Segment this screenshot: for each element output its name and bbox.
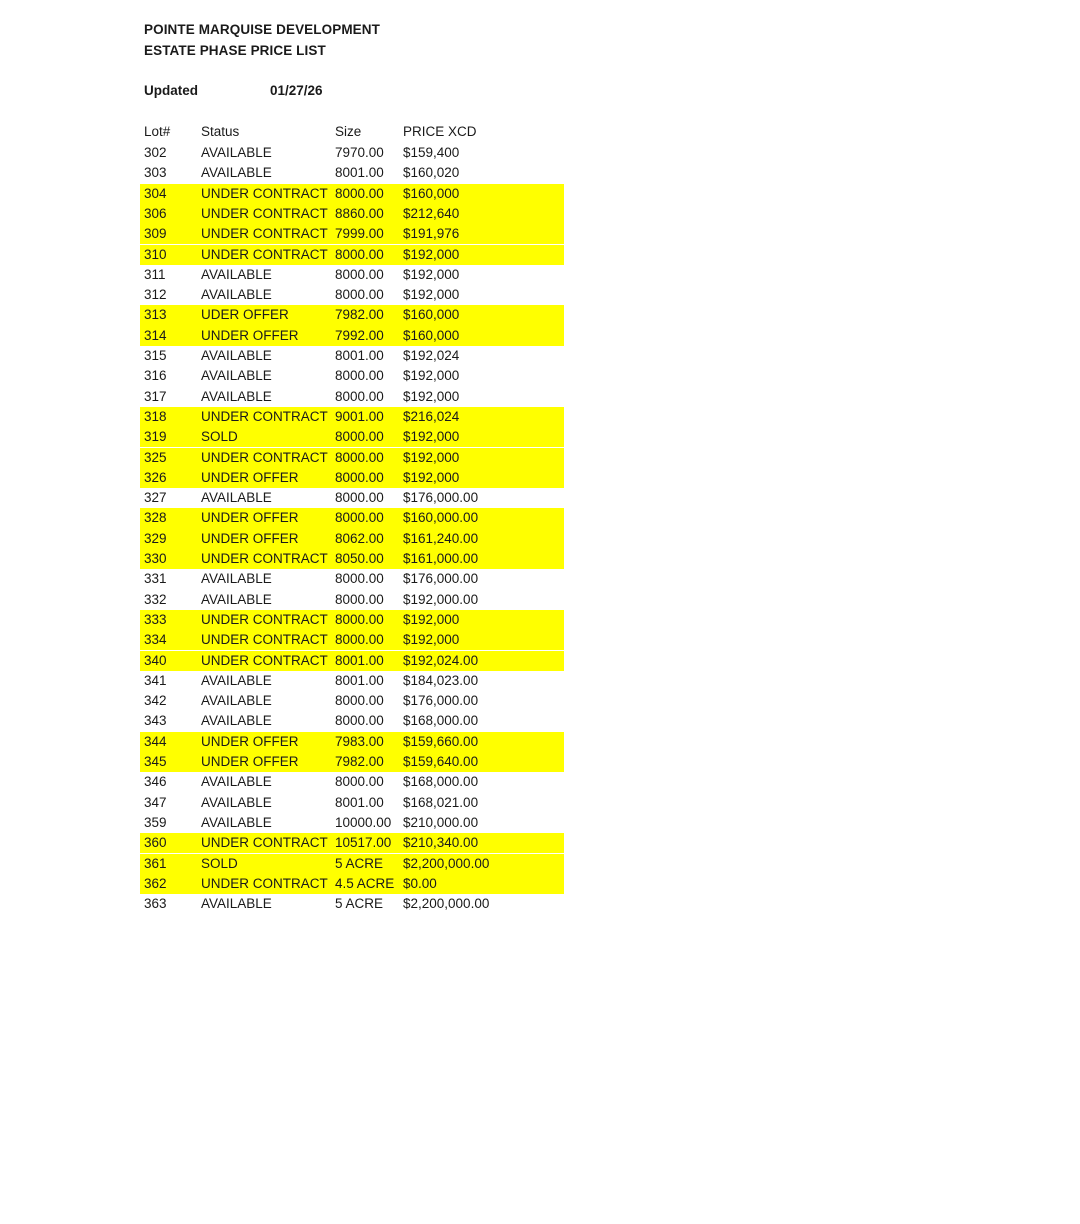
cell-status: UNDER OFFER [201,469,299,485]
cell-status: SOLD [201,429,238,445]
table-row [0,326,1080,346]
cell-price: $216,024 [403,408,460,424]
document-title: POINTE MARQUISE DEVELOPMENT [144,22,380,37]
cell-size: 7983.00 [335,733,384,749]
cell-status: UNDER OFFER [201,754,299,769]
table-row [0,569,1080,589]
cell-status: UDER OFFER [201,307,289,323]
cell-lot: 341 [144,672,167,688]
cell-lot: 347 [144,794,167,810]
cell-lot: 327 [144,490,167,506]
cell-price: $192,000 [403,368,460,384]
cell-size: 8000.00 [335,611,384,627]
cell-status: AVAILABLE [201,266,272,282]
cell-size: 8000.00 [335,774,384,790]
cell-status: AVAILABLE [201,388,272,404]
table-row [0,346,1080,366]
cell-price: $160,000 [403,327,460,343]
cell-size: 4.5 ACRE [335,875,395,891]
cell-lot: 340 [144,652,167,668]
cell-lot: 361 [144,855,167,871]
cell-status: UNDER CONTRACT [201,185,328,201]
table-row [0,407,1080,427]
cell-lot: 316 [144,368,167,384]
cell-lot: 325 [144,449,167,465]
cell-size: 8000.00 [335,266,384,282]
cell-price: $192,024.00 [403,652,479,668]
cell-size: 8062.00 [335,530,384,546]
table-row [0,854,1080,874]
cell-lot: 332 [144,591,167,607]
header-size: Size [335,124,362,139]
updated-label: Updated [144,83,198,98]
cell-price: $160,000 [403,185,460,201]
table-row [0,874,1080,894]
cell-size: 5 ACRE [335,896,384,912]
table-row [0,366,1080,386]
cell-size: 7982.00 [335,307,384,323]
cell-status: AVAILABLE [201,896,272,912]
document-subtitle: ESTATE PHASE PRICE LIST [144,43,326,58]
cell-size: 8000.00 [335,693,384,709]
cell-price: $160,020 [403,165,460,181]
table-row [0,143,1080,163]
cell-price: $192,000 [403,388,460,404]
cell-status: AVAILABLE [201,145,272,160]
table-row [0,833,1080,853]
table-row [0,529,1080,549]
table-row [0,204,1080,224]
cell-lot: 334 [144,632,167,648]
cell-lot: 303 [144,165,167,181]
cell-lot: 330 [144,551,167,566]
cell-lot: 343 [144,713,167,729]
table-row [0,813,1080,833]
cell-lot: 310 [144,246,167,262]
cell-price: $176,000.00 [403,693,479,709]
cell-size: 8000.00 [335,632,384,648]
cell-price: $192,000 [403,429,460,445]
cell-lot: 346 [144,774,167,790]
cell-status: UNDER OFFER [201,733,299,749]
cell-price: $184,023.00 [403,672,479,688]
cell-price: $192,000.00 [403,591,479,607]
table-row [0,772,1080,792]
cell-lot: 317 [144,388,167,404]
cell-lot: 318 [144,408,167,424]
table-row [0,285,1080,305]
cell-lot: 302 [144,145,167,160]
cell-status: AVAILABLE [201,287,272,303]
cell-price: $159,640.00 [403,754,479,769]
cell-status: SOLD [201,855,238,871]
table-row [0,163,1080,183]
cell-lot: 313 [144,307,167,323]
cell-lot: 314 [144,327,167,343]
cell-price: $210,340.00 [403,835,479,851]
cell-lot: 312 [144,287,167,303]
cell-status: AVAILABLE [201,348,272,363]
cell-lot: 360 [144,835,167,851]
table-row [0,305,1080,325]
cell-status: UNDER CONTRACT [201,205,328,221]
cell-size: 8000.00 [335,469,384,485]
table-row [0,245,1080,265]
cell-price: $192,000 [403,287,460,303]
cell-status: UNDER CONTRACT [201,246,328,262]
cell-price: $176,000.00 [403,571,479,587]
cell-status: UNDER OFFER [201,510,299,526]
cell-lot: 311 [144,266,166,282]
table-row [0,793,1080,813]
cell-size: 7999.00 [335,226,384,242]
cell-price: $168,021.00 [403,794,479,810]
cell-size: 8001.00 [335,672,384,688]
cell-price: $192,000 [403,246,460,262]
cell-status: UNDER CONTRACT [201,611,328,627]
cell-size: 8000.00 [335,246,384,262]
cell-price: $0.00 [403,875,437,891]
cell-lot: 306 [144,205,167,221]
table-row [0,184,1080,204]
cell-price: $192,000 [403,449,460,465]
cell-size: 8000.00 [335,510,384,526]
header-price: PRICE XCD [403,124,477,139]
cell-size: 8860.00 [335,205,384,221]
cell-lot: 363 [144,896,167,912]
cell-size: 8000.00 [335,449,384,465]
cell-price: $2,200,000.00 [403,896,490,912]
cell-size: 8000.00 [335,591,384,607]
cell-lot: 333 [144,611,167,627]
cell-size: 7970.00 [335,145,384,160]
cell-lot: 328 [144,510,167,526]
cell-size: 8000.00 [335,287,384,303]
cell-lot: 304 [144,185,167,201]
cell-price: $191,976 [403,226,460,242]
header-lot: Lot# [144,124,171,139]
cell-price: $210,000.00 [403,814,479,830]
cell-size: 8000.00 [335,571,384,587]
cell-status: UNDER CONTRACT [201,875,328,891]
cell-lot: 326 [144,469,167,485]
cell-size: 8050.00 [335,551,384,566]
cell-price: $192,000 [403,611,460,627]
table-row [0,590,1080,610]
table-row [0,732,1080,752]
table-row [0,224,1080,244]
table-row [0,711,1080,731]
cell-price: $192,000 [403,632,460,648]
cell-size: 8000.00 [335,185,384,201]
cell-status: UNDER CONTRACT [201,652,328,668]
cell-price: $159,400 [403,145,460,160]
cell-price: $159,660.00 [403,733,479,749]
cell-status: AVAILABLE [201,672,272,688]
cell-status: AVAILABLE [201,165,272,181]
cell-status: UNDER CONTRACT [201,408,328,424]
cell-price: $161,000.00 [403,551,479,566]
table-row [0,630,1080,650]
cell-size: 9001.00 [335,408,384,424]
cell-status: AVAILABLE [201,693,272,709]
cell-size: 8000.00 [335,429,384,445]
cell-size: 7992.00 [335,327,384,343]
table-row [0,894,1080,914]
cell-size: 8001.00 [335,348,384,363]
cell-price: $168,000.00 [403,774,479,790]
table-row [0,387,1080,407]
cell-status: AVAILABLE [201,490,272,506]
updated-date: 01/27/26 [270,83,323,98]
cell-size: 8001.00 [335,794,384,810]
header-status: Status [201,124,240,139]
table-row [0,651,1080,671]
cell-size: 10517.00 [335,835,392,851]
cell-size: 10000.00 [335,814,392,830]
cell-lot: 359 [144,814,167,830]
cell-price: $192,024 [403,348,460,363]
cell-price: $160,000.00 [403,510,479,526]
cell-status: AVAILABLE [201,794,272,810]
cell-size: 8001.00 [335,165,384,181]
cell-size: 8000.00 [335,490,384,506]
cell-size: 8000.00 [335,368,384,384]
cell-lot: 309 [144,226,167,242]
table-row [0,427,1080,447]
cell-status: UNDER OFFER [201,530,299,546]
cell-status: UNDER CONTRACT [201,226,328,242]
cell-status: AVAILABLE [201,814,272,830]
cell-lot: 342 [144,693,167,709]
cell-price: $161,240.00 [403,530,479,546]
cell-price: $192,000 [403,266,460,282]
table-row [0,448,1080,468]
table-row [0,691,1080,711]
cell-lot: 362 [144,875,167,891]
cell-lot: 315 [144,348,167,363]
cell-price: $192,000 [403,469,460,485]
cell-status: UNDER CONTRACT [201,632,328,648]
cell-size: 7982.00 [335,754,384,769]
table-row [0,752,1080,772]
cell-status: UNDER CONTRACT [201,835,328,851]
cell-lot: 319 [144,429,167,445]
table-row [0,265,1080,285]
cell-size: 8000.00 [335,388,384,404]
table-row [0,549,1080,569]
cell-status: AVAILABLE [201,774,272,790]
cell-size: 8000.00 [335,713,384,729]
table-row [0,508,1080,528]
cell-lot: 345 [144,754,167,769]
cell-status: UNDER OFFER [201,327,299,343]
cell-status: UNDER CONTRACT [201,551,328,566]
cell-status: AVAILABLE [201,571,272,587]
cell-size: 8001.00 [335,652,384,668]
cell-status: AVAILABLE [201,591,272,607]
table-row [0,610,1080,630]
cell-price: $2,200,000.00 [403,855,490,871]
cell-lot: 344 [144,733,167,749]
cell-status: UNDER CONTRACT [201,449,328,465]
cell-lot: 329 [144,530,167,546]
cell-price: $176,000.00 [403,490,479,506]
cell-status: AVAILABLE [201,368,272,384]
cell-price: $168,000.00 [403,713,479,729]
table-row [0,488,1080,508]
cell-price: $212,640 [403,205,460,221]
cell-price: $160,000 [403,307,460,323]
cell-lot: 331 [144,571,167,587]
table-row [0,468,1080,488]
table-row [0,671,1080,691]
cell-size: 5 ACRE [335,855,384,871]
cell-status: AVAILABLE [201,713,272,729]
